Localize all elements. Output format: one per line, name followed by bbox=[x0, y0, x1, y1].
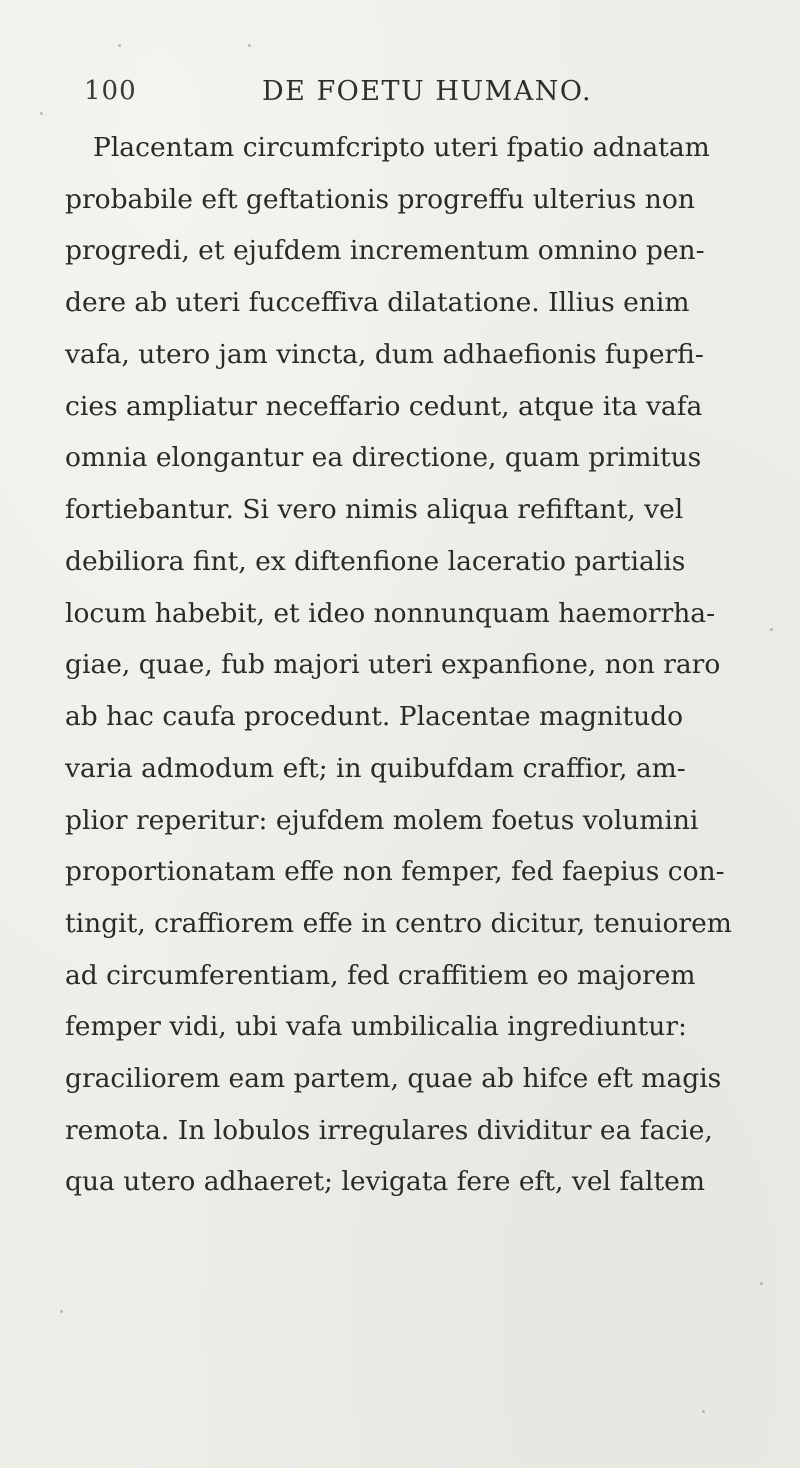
text-line: remota. In lobulos irregulares dividitur ea facie, bbox=[65, 1115, 713, 1146]
text-line: ab hac caufa procedunt. Placentae magnitudo bbox=[65, 701, 684, 732]
text-line: debiliora fint, ex diftenfione laceratio partialis bbox=[65, 546, 686, 577]
paper-speck bbox=[118, 44, 121, 47]
text-line: progredi, et ejufdem incrementum omnino pen- bbox=[65, 235, 705, 266]
text-line: dere ab uteri fucceffiva dilatatione. Illius enim bbox=[65, 287, 690, 318]
text-line: cies ampliatur neceffario cedunt, atque ita vafa bbox=[65, 391, 703, 422]
text-line: plior reperitur: ejufdem molem foetus volumini bbox=[65, 805, 699, 836]
text-line: femper vidi, ubi vafa umbilicalia ingrediuntur: bbox=[65, 1011, 687, 1042]
text-line: fortiebantur. Si vero nimis aliqua refiftant, vel bbox=[65, 494, 684, 525]
paper-speck bbox=[40, 112, 43, 115]
text-line: ad circumferentiam, fed craffitiem eo majorem bbox=[65, 960, 696, 991]
running-title: DE FOETU HUMANO. bbox=[262, 76, 593, 107]
page-number: 100 bbox=[84, 76, 137, 106]
paper-speck bbox=[60, 1310, 63, 1313]
text-line: vafa, utero jam vincta, dum adhaefionis fuperfi- bbox=[65, 339, 704, 370]
text-line: Placentam circumfcripto uteri fpatio adnatam bbox=[93, 132, 710, 163]
text-line: varia admodum eft; in quibufdam craffior, am- bbox=[65, 753, 686, 784]
paper-speck bbox=[770, 628, 773, 631]
text-line: giae, quae, fub majori uteri expanfione, non raro bbox=[65, 649, 721, 680]
text-line: probabile eft geftationis progreffu ulterius non bbox=[65, 184, 695, 215]
text-line: graciliorem eam partem, quae ab hifce eft magis bbox=[65, 1063, 722, 1094]
text-line: omnia elongantur ea directione, quam primitus bbox=[65, 442, 702, 473]
paper-speck bbox=[702, 1410, 705, 1413]
text-line: qua utero adhaeret; levigata fere eft, vel faltem bbox=[65, 1166, 705, 1197]
text-line: locum habebit, et ideo nonnunquam haemorrha- bbox=[65, 598, 716, 629]
paper-speck bbox=[248, 44, 251, 47]
running-head bbox=[0, 76, 800, 116]
text-line: proportionatam effe non femper, fed faepius con- bbox=[65, 856, 725, 887]
text-line: tingit, craffiorem effe in centro dicitur, tenuiorem bbox=[65, 908, 732, 939]
paper-speck bbox=[760, 1282, 763, 1285]
